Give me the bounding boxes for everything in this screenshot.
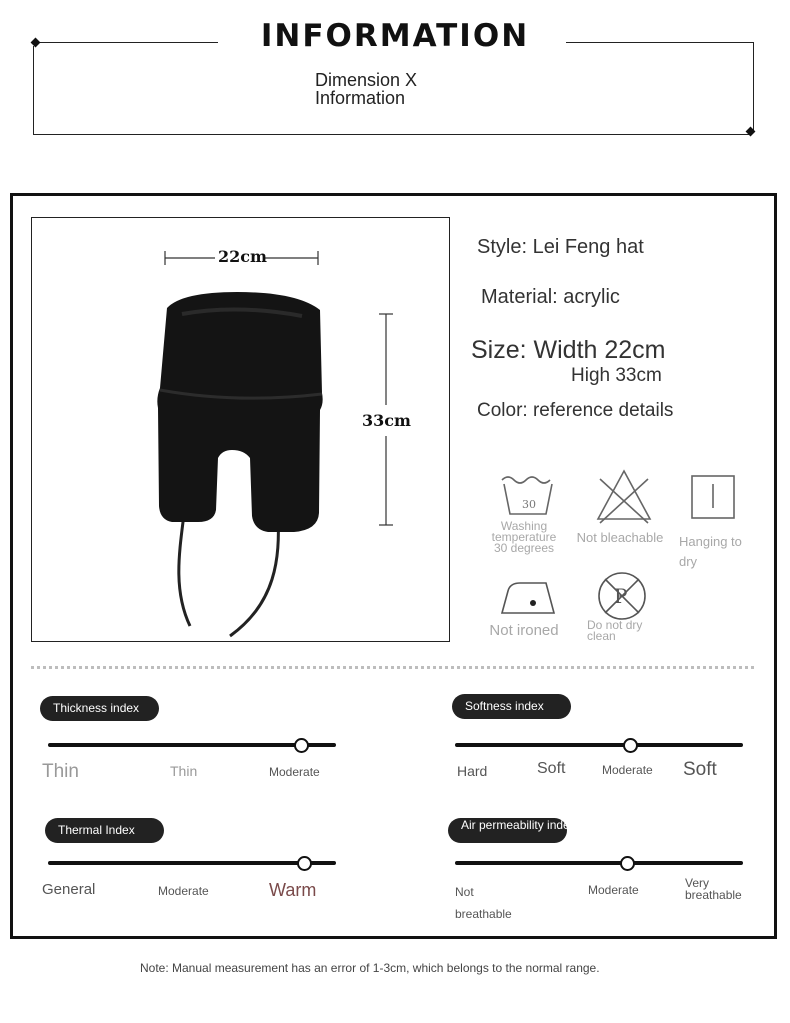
product-hat-illustration: [32, 218, 451, 643]
spec-size: Size: Width 22cm: [471, 336, 666, 364]
thickness-knob: [294, 738, 309, 753]
spec-size-height: High 33cm: [571, 365, 662, 386]
thermal-level-1: General: [42, 881, 96, 898]
wash-temp-text: 30: [522, 498, 536, 511]
page-title: INFORMATION: [260, 18, 530, 54]
thickness-level-1: Thin: [42, 761, 79, 782]
do-not-dry-clean-icon: [596, 570, 648, 622]
header-subtitle-line2: Information: [315, 88, 406, 108]
width-dimension-label: 22cm: [218, 247, 267, 266]
header-rule-right-side: [753, 42, 754, 131]
thermal-level-2: Moderate: [158, 884, 209, 898]
header-rule-bottom: [33, 134, 750, 135]
not-ironed-icon: [498, 575, 560, 617]
header-subtitle: [315, 71, 417, 107]
header-rule-left: [36, 42, 218, 43]
thickness-track: [48, 743, 336, 747]
softness-level-2: Soft: [537, 760, 566, 777]
air-level-2: Moderate: [588, 883, 639, 897]
thermal-knob: [297, 856, 312, 871]
dry-clean-letter: P: [614, 584, 628, 608]
not-bleachable-label: Not bleachable: [576, 530, 664, 545]
air-track: [455, 861, 743, 865]
hanging-to-dry-icon: [690, 474, 738, 522]
not-bleachable-icon: [595, 467, 653, 525]
washing-icon: [498, 470, 558, 518]
section-divider: [31, 666, 754, 669]
softness-level-1: Hard: [457, 763, 488, 779]
softness-level-4: Soft: [683, 759, 717, 780]
thickness-level-3: Moderate: [269, 765, 320, 779]
spec-style: Style: Lei Feng hat: [477, 236, 644, 258]
thermal-level-3: Warm: [269, 880, 317, 900]
spec-material: Material: acrylic: [481, 286, 620, 308]
thermal-track: [48, 861, 336, 865]
thickness-index-pill: Thickness index: [40, 696, 159, 721]
not-ironed-label: Not ironed: [489, 622, 559, 639]
product-photo: [31, 217, 450, 642]
header-rule-right: [566, 42, 753, 43]
header-subtitle-line1: Dimension X: [315, 70, 418, 90]
air-permeability-index-pill: Air permeability index: [448, 818, 567, 843]
spec-color: Color: reference details: [477, 400, 674, 421]
softness-level-3: Moderate: [602, 763, 653, 777]
measurement-note: Note: Manual measurement has an error of 1-3cm, which belongs to the normal range.: [140, 961, 600, 975]
height-dimension-label: 33cm: [362, 411, 411, 430]
washing-label: Washing temperature 30 degrees: [491, 519, 557, 555]
thermal-index-pill: Thermal Index: [45, 818, 164, 843]
softness-track: [455, 743, 743, 747]
air-level-1: Not breathable: [455, 885, 512, 921]
hanging-to-dry-label: Hanging to dry: [679, 534, 742, 569]
thickness-level-2: Thin: [170, 763, 198, 779]
air-level-3: Very breathable: [685, 876, 742, 902]
header-rule-left-side: [33, 46, 34, 135]
do-not-dry-clean-label: Do not dry clean: [587, 618, 643, 643]
softness-index-pill: Softness index: [452, 694, 571, 719]
